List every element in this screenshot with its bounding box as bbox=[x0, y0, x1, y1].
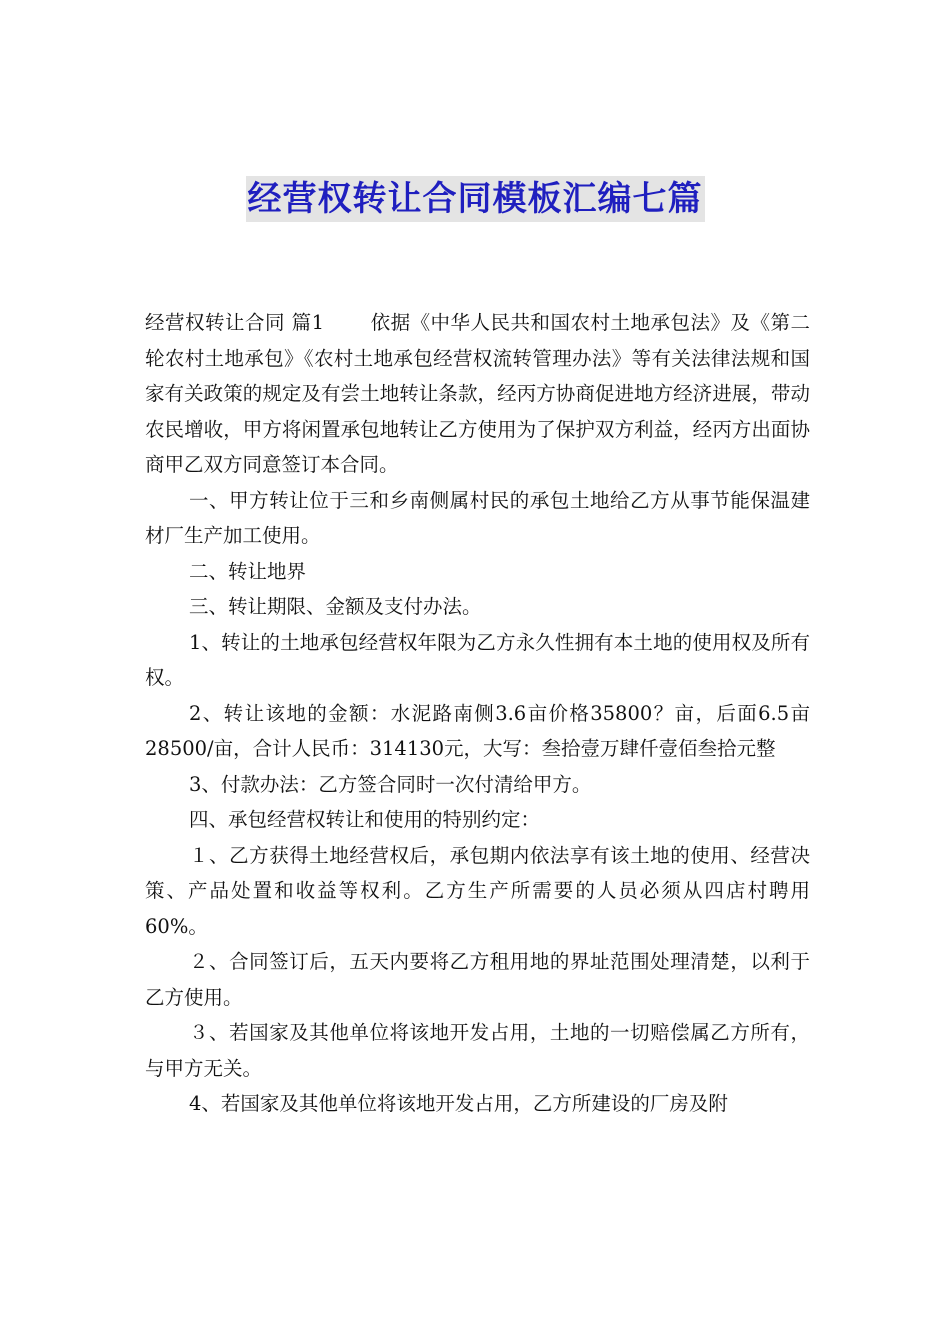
paragraph-clause-2: 二、转让地界 bbox=[189, 559, 307, 583]
paragraph-clause-3: 三、转让期限、金额及支付办法。 bbox=[189, 595, 482, 618]
paragraph-clause-4-4: 4、若国家及其他单位将该地开发占用，乙方所建设的厂房及附 bbox=[189, 1092, 728, 1115]
intro-paragraph bbox=[145, 305, 810, 483]
paragraph-clause-3-2: 2、转让该地的金额：水泥路南侧3.6亩价格35800？亩，后面6.5亩28500/亩，合计人民币：314130元，大写：叁拾壹万肆仟壹佰叁拾元整 bbox=[145, 701, 810, 760]
paragraph-clause-4-2: ２、合同签订后，五天内要将乙方租用地的界址范围处理清楚，以利于乙方使用。 bbox=[145, 950, 810, 1009]
paragraph-clause-1: 一、甲方转让位于三和乡南侧属村民的承包土地给乙方从事节能保温建材厂生产加工使用。 bbox=[145, 488, 810, 547]
intro-text: 依据《中华人民共和国农村土地承包法》及《第二轮农村土地承包》《农村土地承包经营权流转管理办法》等有关法律法规和国家有关政策的规定及有尝土地转让条款，经丙方协商促进地方经济进展，带动农民增收，甲方将闲置承包地转让乙方使用为了保护双方利益，经丙方出面协商甲乙双方同意签订本合同。 bbox=[145, 311, 810, 476]
paragraph-clause-3-3: 3、付款办法：乙方签合同时一次付清给甲方。 bbox=[189, 772, 592, 796]
paragraph-clause-3-1: 1、转让的土地承包经营权年限为乙方永久性拥有本土地的使用权及所有权。 bbox=[145, 630, 810, 689]
paragraph-clause-4-3: ３、若国家及其他单位将该地开发占用，土地的一切赔偿属乙方所有，与甲方无关。 bbox=[145, 1021, 810, 1080]
paragraph-clause-4: 四、承包经营权转让和使用的特别约定： bbox=[189, 808, 541, 831]
document-body bbox=[145, 305, 810, 1122]
intro-heading: 经营权转让合同 篇1 bbox=[145, 311, 325, 334]
paragraph-clause-4-1: １、乙方获得土地经营权后，承包期内依法享有该土地的使用、经营决策、产品处置和收益等权利。乙方生产所需要的人员必须从四店村聘用60%。 bbox=[145, 843, 810, 938]
document-title-text: 经营权转让合同模板汇编七篇 bbox=[246, 176, 705, 222]
document-title bbox=[0, 176, 950, 222]
